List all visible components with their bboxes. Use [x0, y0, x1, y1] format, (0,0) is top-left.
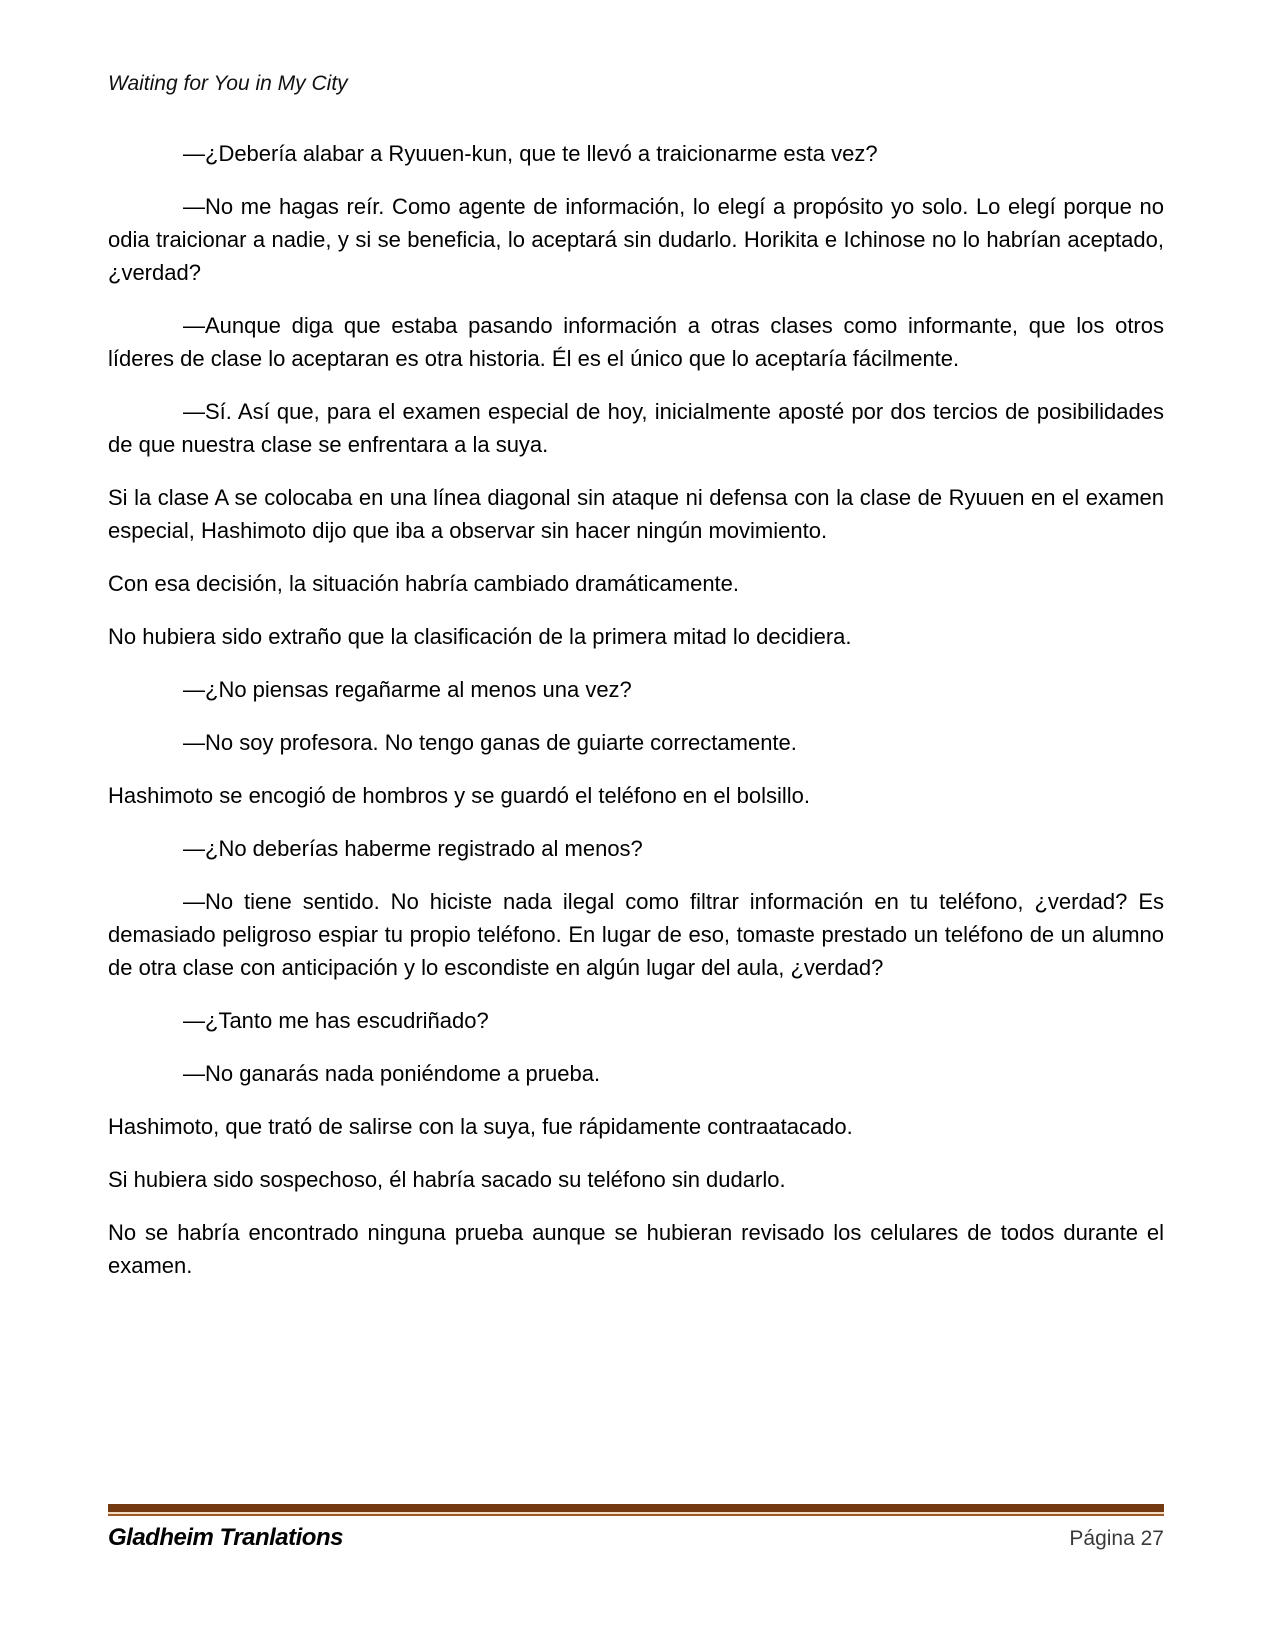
footer-page-number: Página 27 [1069, 1527, 1164, 1550]
paragraph: —¿No piensas regañarme al menos una vez? [183, 677, 632, 702]
paragraph: —No tiene sentido. No hiciste nada ilegal como filtrar información en tu teléfono, ¿verdad? Es demasiado peligroso espiar tu propio teléfono. En lugar de eso, tomaste prestado un teléfono de un alumno de otra clase con anticipación y lo escondiste en algún lugar del aula, ¿verdad? [108, 889, 1164, 980]
paragraph: —No soy profesora. No tengo ganas de guiarte correctamente. [183, 730, 797, 755]
paragraph: No se habría encontrado ninguna prueba aunque se hubieran revisado los celulares de todos durante el examen. [108, 1220, 1164, 1278]
footer [108, 1524, 1164, 1552]
paragraph: —¿No deberías haberme registrado al menos? [183, 836, 643, 861]
paragraph: —No ganarás nada poniéndome a prueba. [183, 1061, 601, 1086]
paragraph: —Aunque diga que estaba pasando información a otras clases como informante, que los otros líderes de clase lo aceptaran es otra historia. Él es el único que lo aceptaría fácilmente. [108, 313, 1164, 371]
paragraph: Si hubiera sido sospechoso, él habría sacado su teléfono sin dudarlo. [108, 1167, 786, 1192]
paragraph: Si la clase A se colocaba en una línea diagonal sin ataque ni defensa con la clase de Ryuuen en el examen especial, Hashimoto dijo que iba a observar sin hacer ningún movimiento. [108, 485, 1164, 543]
footer-divider [108, 1504, 1164, 1516]
running-header-title: Waiting for You in My City [108, 72, 348, 95]
paragraph: —¿Debería alabar a Ryuuen-kun, que te llevó a traicionarme esta vez? [183, 141, 878, 166]
paragraph: Hashimoto, que trató de salirse con la suya, fue rápidamente contraatacado. [108, 1114, 853, 1139]
footer-divider-thick-bar [108, 1504, 1164, 1512]
paragraph: —No me hagas reír. Como agente de información, lo elegí a propósito yo solo. Lo elegí porque no odia traicionar a nadie, y si se beneficia, lo aceptará sin dudarlo. Horikita e Ichinose no lo habrían aceptado, ¿verdad? [108, 194, 1164, 285]
paragraph: No hubiera sido extraño que la clasificación de la primera mitad lo decidiera. [108, 624, 852, 649]
paragraph: —Sí. Así que, para el examen especial de hoy, inicialmente aposté por dos tercios de posibilidades de que nuestra clase se enfrentara a la suya. [108, 399, 1164, 457]
document-body [108, 137, 1164, 1302]
paragraph: Con esa decisión, la situación habría cambiado dramáticamente. [108, 571, 740, 596]
footer-divider-thin-bar [108, 1514, 1164, 1516]
paragraph: —¿Tanto me has escudriñado? [183, 1008, 489, 1033]
footer-brand: Gladheim Tranlations [108, 1524, 343, 1551]
paragraph: Hashimoto se encogió de hombros y se guardó el teléfono en el bolsillo. [108, 783, 810, 808]
